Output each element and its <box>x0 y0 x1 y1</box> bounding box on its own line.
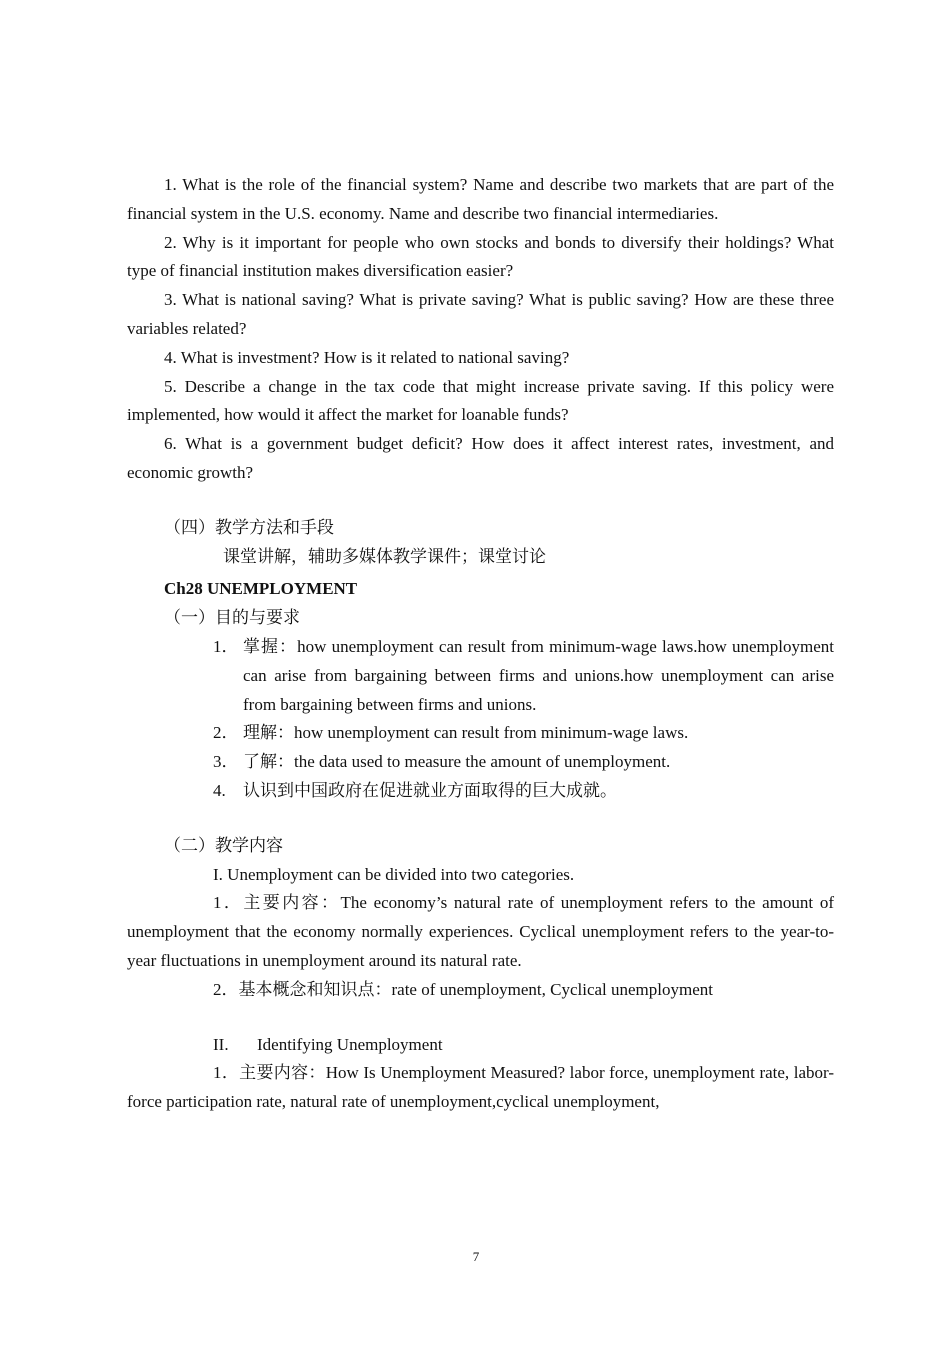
part2-title: Identifying Unemployment <box>257 1034 443 1054</box>
goal-text: 了解：the data used to measure the amount of unemployment. <box>243 752 671 772</box>
goal-text: 认识到中国政府在促进就业方面取得的巨大成就。 <box>243 780 617 800</box>
spacer <box>127 806 834 832</box>
part2-heading <box>127 1031 834 1060</box>
spacer <box>127 1005 834 1031</box>
goal-number: 3． <box>213 752 239 772</box>
goal-item-2 <box>127 719 834 748</box>
page-content <box>127 171 834 1117</box>
goal-text: 理解：how unemployment can result from minimum-wage laws. <box>243 723 689 743</box>
goal-text: 掌握：how unemployment can result from minimum-wage laws.how unemployment can arise from bargaining between firms and unions.how unemployment can arise from bargaining between firms and unions. <box>243 636 834 714</box>
page-number: 7 <box>472 1249 480 1264</box>
content-heading: （二）教学内容 <box>164 835 283 855</box>
question-3: 3. What is national saving? What is private saving? What is public saving? How are these three variables related? <box>127 290 834 338</box>
goal-number: 4. <box>213 780 226 800</box>
question-2: 2. Why is it important for people who own stocks and bonds to diversify their holdings? What type of financial institution makes diversification easier? <box>127 232 834 281</box>
question-1: 1. What is the role of the financial system? Name and describe two markets that are part of the financial system in the U.S. economy. Name and describe two financial intermediaries. <box>127 175 834 223</box>
part1-title: I. Unemployment can be divided into two categories. <box>213 864 575 884</box>
methods-body: 课堂讲解，辅助多媒体教学课件；课堂讨论 <box>223 546 546 566</box>
spacer <box>127 488 834 514</box>
part2-main: 1．主要内容：How Is Unemployment Measured? labor force, unemployment rate, labor-force participation rate, natural rate of unemployment,cyclical unemployment, <box>127 1063 834 1112</box>
goal-item-4 <box>127 777 834 806</box>
part1-main: 1．主要内容：The economy’s natural rate of unemployment refers to the amount of unemployment that the economy normally experiences. Cyclical unemployment refers to the year-to-year fluctuations in unemployment around its natural rate. <box>127 893 834 970</box>
goal-number: 1． <box>213 636 239 656</box>
question-5: 5. Describe a change in the tax code that might increase private saving. If this policy were implemented, how would it affect the market for loanable funds? <box>127 376 834 425</box>
part1-concepts: 2．基本概念和知识点：rate of unemployment, Cyclical unemployment <box>213 979 713 999</box>
question-6: 6. What is a government budget deficit? How does it affect interest rates, investment, and economic growth? <box>127 434 834 482</box>
methods-heading: （四）教学方法和手段 <box>164 517 334 537</box>
chapter-title: Ch28 UNEMPLOYMENT <box>164 579 358 599</box>
goal-item-3 <box>127 748 834 777</box>
goal-item-1 <box>127 633 834 719</box>
part2-numeral: II. <box>213 1034 229 1054</box>
question-4: 4. What is investment? How is it related to national saving? <box>164 347 570 367</box>
goals-heading: （一）目的与要求 <box>164 608 300 628</box>
goal-number: 2． <box>213 723 239 743</box>
